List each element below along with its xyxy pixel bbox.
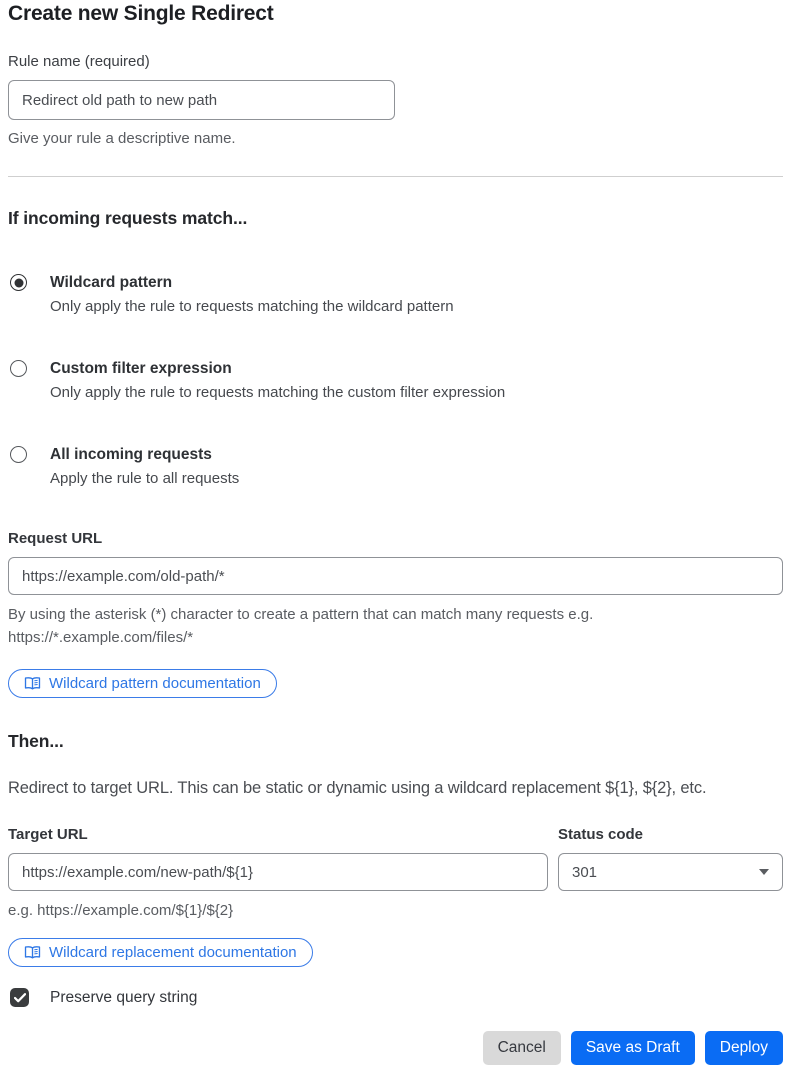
status-code-value: 301 — [572, 863, 598, 881]
target-url-help: e.g. https://example.com/${1}/${2} — [8, 902, 234, 919]
request-url-input[interactable] — [8, 557, 783, 595]
request-url-help-line2: https://*.example.com/files/* — [8, 629, 194, 646]
book-icon — [24, 676, 41, 691]
radio-description: Only apply the rule to requests matching the wildcard pattern — [50, 298, 454, 315]
status-code-select[interactable] — [558, 853, 783, 891]
preserve-query-checkbox[interactable] — [10, 988, 29, 1007]
match-section-heading: If incoming requests match... — [8, 208, 248, 228]
target-url-label: Target URL — [8, 826, 88, 843]
cancel-button[interactable]: Cancel — [483, 1031, 561, 1065]
rule-name-help: Give your rule a descriptive name. — [8, 130, 236, 147]
rule-name-input[interactable] — [8, 80, 395, 120]
target-url-input[interactable] — [8, 853, 548, 891]
wildcard-pattern-docs-button[interactable] — [8, 669, 277, 698]
radio-option-wildcard-pattern[interactable] — [8, 273, 783, 318]
radio-description: Only apply the rule to requests matching the custom filter expression — [50, 384, 506, 401]
then-description: Redirect to target URL. This can be static or dynamic using a wildcard replacement ${1}, ${2}, etc. — [8, 779, 707, 797]
preserve-query-label: Preserve query string — [50, 988, 198, 1006]
rule-name-label: Rule name (required) — [8, 53, 150, 70]
deploy-button[interactable]: Deploy — [705, 1031, 783, 1065]
radio-label: Custom filter expression — [50, 360, 232, 377]
page-title: Create new Single Redirect — [8, 2, 274, 25]
status-code-label: Status code — [558, 826, 644, 843]
preserve-query-row[interactable] — [8, 988, 783, 1007]
radio-icon[interactable] — [10, 274, 27, 291]
request-url-help-line1: By using the asterisk (*) character to create a pattern that can match many requests e.g. — [8, 606, 594, 623]
wildcard-replacement-docs-button[interactable] — [8, 938, 313, 967]
radio-option-custom-filter-expression[interactable] — [8, 359, 783, 404]
doc-button-label: Wildcard pattern documentation — [49, 675, 261, 692]
radio-icon[interactable] — [10, 360, 27, 377]
book-icon — [24, 945, 41, 960]
section-divider — [8, 176, 783, 177]
footer-actions — [8, 1031, 783, 1065]
doc-button-label: Wildcard replacement documentation — [49, 944, 297, 961]
radio-icon[interactable] — [10, 446, 27, 463]
radio-option-all-incoming-requests[interactable] — [8, 445, 783, 490]
radio-label: All incoming requests — [50, 446, 212, 463]
request-url-label: Request URL — [8, 530, 103, 547]
radio-description: Apply the rule to all requests — [50, 470, 240, 487]
match-type-radio-group — [8, 273, 783, 490]
then-section-heading: Then... — [8, 731, 64, 751]
chevron-down-icon — [759, 869, 769, 875]
save-as-draft-button[interactable]: Save as Draft — [571, 1031, 695, 1065]
radio-label: Wildcard pattern — [50, 274, 173, 291]
